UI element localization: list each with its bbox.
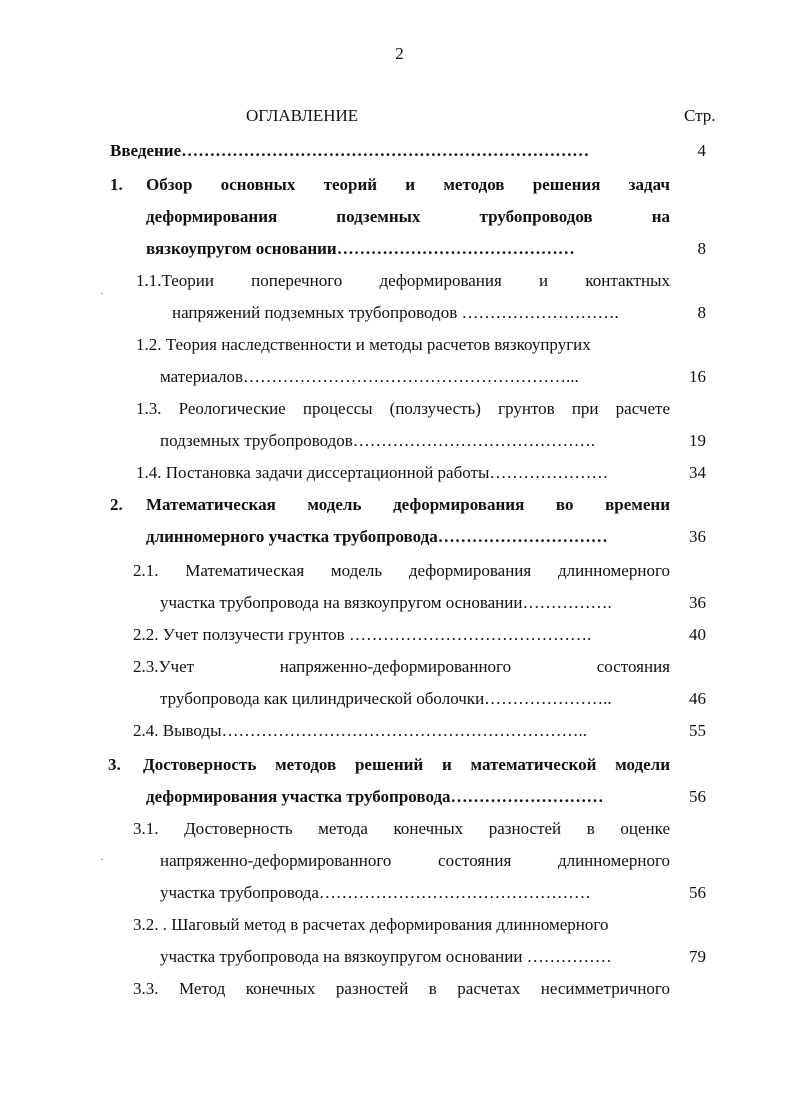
toc-entry-1-4[interactable] [0,459,799,487]
toc-entry-text: напряженно-деформированного состояния длинномерного [160,851,670,870]
toc-entry-text: Математическая модель деформирования во времени [146,495,670,514]
toc-entry-text: Достоверность методов решений и математической модели [143,755,670,774]
toc-entry-text: вязкоупругом основании…………………………………… [146,239,575,258]
toc-page-number: 19 [689,431,706,450]
page-column-label: Стр. [684,106,716,125]
toc-entry-text: 1.1.Теории поперечного деформирования и контактных [136,271,670,290]
toc-entry-text: деформирования участка трубопровода……………………… [146,787,604,806]
toc-entry-text: напряжений подземных трубопроводов ………………………. [172,303,619,322]
toc-page-number: 36 [689,527,706,546]
toc-page-number: 56 [689,883,706,902]
toc-page-number: 55 [689,721,706,740]
scan-speck: · [100,286,104,300]
toc-entry-text: 1.3. Реологические процессы (ползучесть) грунтов при расчете [136,399,670,418]
toc-entry-text: 3.1. Достоверность метода конечных разностей в оценке [133,819,670,838]
toc-page-number: 40 [689,625,706,644]
toc-page-number: 56 [689,787,706,806]
toc-entry-text: 1.2. Теория наследственности и методы расчетов вязкоупругих [136,335,591,354]
toc-entry-text: материалов…………………………………………………... [160,367,579,386]
toc-page-number: 16 [689,367,706,386]
toc-entry-text: Введение……………………………………………………………… [110,141,590,160]
toc-page-number: 4 [697,141,706,160]
toc-title: ОГЛАВЛЕНИЕ [246,106,359,125]
toc-chapter-number: 2. [110,495,123,514]
toc-entry-text: 1.4. Постановка задачи диссертационной работы………………… [136,463,609,482]
toc-entry-text: 2.3.Учет напряженно-деформированного состояния [133,657,670,676]
toc-entry-text: Обзор основных теорий и методов решения задач [146,175,670,194]
toc-entry-text: деформирования подземных трубопроводов на [146,207,670,226]
toc-entry-text: 2.4. Выводы……………………………………………………….. [133,721,588,740]
toc-page-number: 36 [689,593,706,612]
toc-entry-text: участка трубопровода………………………………………… [160,883,591,902]
toc-page-number: 34 [689,463,706,482]
toc-entry-2-4[interactable] [0,717,799,745]
toc-entry-2-2[interactable] [0,621,799,649]
toc-entry-text: 3.2. . Шаговый метод в расчетах деформирования длинномерного [133,915,609,934]
toc-entry-text: участка трубопровода на вязкоупругом основании……………. [160,593,612,612]
toc-page-number: 8 [697,303,706,322]
toc-entry-text: 2.1. Математическая модель деформирования длинномерного [133,561,670,580]
toc-entry-text: участка трубопровода на вязкоупругом основании …………… [160,947,612,966]
toc-page-number: 46 [689,689,706,708]
toc-entry-text: 2.2. Учет ползучести грунтов ……………………………………. [133,625,592,644]
toc-entry-text: длинномерного участка трубопровода………………………… [146,527,608,546]
page-number: 2 [395,44,404,63]
toc-entry-introduction[interactable] [0,137,799,165]
toc-page-number: 79 [689,947,706,966]
toc-chapter-number: 3. [108,755,121,774]
toc-chapter-number: 1. [110,175,123,194]
toc-page-number: 8 [697,239,706,258]
scan-speck: · [100,852,104,866]
toc-entry-text: подземных трубопроводов……………………………………. [160,431,596,450]
toc-entry-text: трубопровода как цилиндрической оболочки………………….. [160,689,612,708]
toc-entry-3-3[interactable] [0,975,799,1003]
toc-entry-text: 3.3. Метод конечных разностей в расчетах несимметричного [133,979,670,998]
